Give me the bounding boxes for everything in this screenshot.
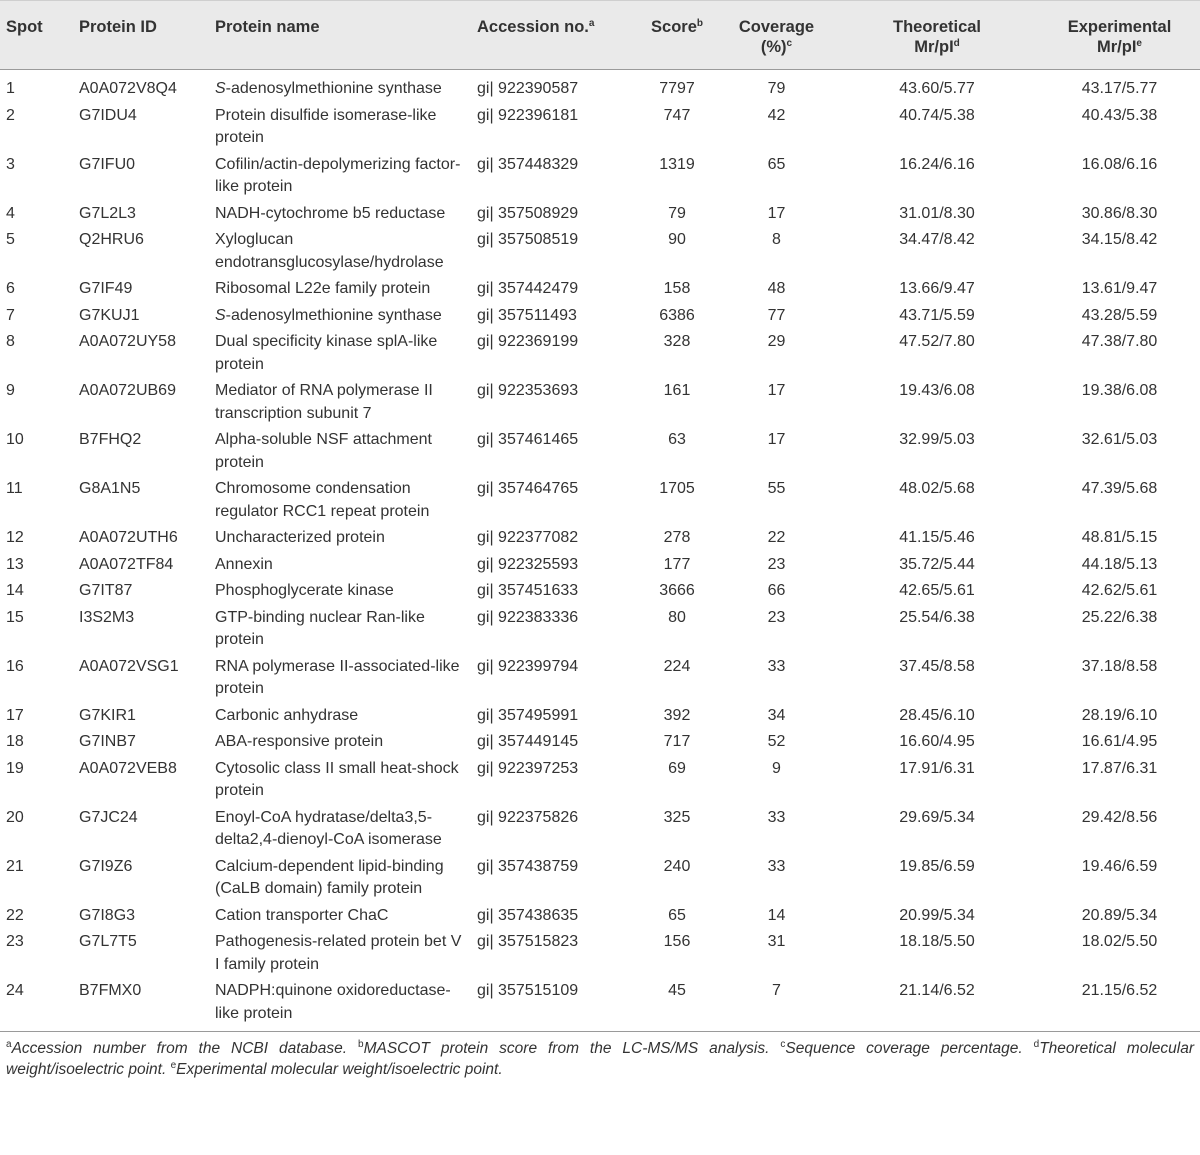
cell-theoretical: 19.85/6.59	[899, 857, 975, 875]
cell-accession: gi| 357508929	[477, 204, 579, 222]
table-row	[0, 805, 1200, 854]
cell-protein-name: RNA polymerase II-associated-like protein	[215, 657, 460, 697]
cell-coverage: 66	[767, 582, 786, 599]
cell-experimental: 17.87/6.31	[1081, 759, 1158, 777]
table-row	[0, 525, 1200, 552]
cell-coverage: 48	[767, 280, 786, 297]
cell-accession: gi| 922397253	[477, 759, 579, 777]
cell-accession: gi| 357461465	[477, 431, 579, 448]
cell-protein-name: NADH-cytochrome b5 reductase	[215, 204, 446, 222]
cell-coverage: 79	[767, 80, 786, 97]
cell-experimental: 13.61/9.47	[1081, 280, 1158, 297]
cell-protein-id: G7L2L3	[79, 204, 136, 222]
cell-spot: 5	[6, 231, 15, 248]
cell-experimental: 43.28/5.59	[1081, 306, 1158, 324]
cell-experimental: 37.18/8.58	[1081, 657, 1158, 675]
cell-theoretical: 16.60/4.95	[899, 733, 975, 750]
cell-spot: 4	[6, 204, 15, 222]
cell-theoretical: 47.52/7.80	[899, 333, 975, 350]
cell-protein-name: Chromosome condensation regulator RCC1 repeat protein	[215, 480, 430, 520]
cell-accession: gi| 357448329	[477, 155, 579, 173]
cell-spot: 9	[6, 382, 15, 399]
cell-accession: gi| 357438759	[477, 857, 579, 875]
table-row	[0, 378, 1200, 427]
cell-score: 69	[668, 759, 686, 777]
cell-spot: 21	[6, 857, 24, 875]
cell-experimental: 21.15/6.52	[1081, 982, 1158, 999]
cell-spot: 18	[6, 733, 24, 750]
header-score: Score$^b$	[651, 18, 703, 36]
cell-experimental: 18.02/5.50	[1081, 933, 1158, 950]
footnote-text: Theoretical molecular weight/isoelectric point.	[6, 1040, 1194, 1078]
cell-experimental: 40.43/5.38	[1081, 106, 1158, 124]
cell-protein-name: Calcium-dependent lipid-binding (CaLB domain) family protein	[215, 857, 444, 897]
cell-protein-id: G7IDU4	[79, 106, 137, 124]
cell-protein-name: Cation transporter ChaC	[215, 906, 389, 924]
footnote-text: Sequence coverage percentage.	[785, 1040, 1023, 1057]
cell-spot: 11	[6, 480, 23, 497]
cell-theoretical: 34.47/8.42	[899, 231, 975, 248]
cell-coverage: 23	[767, 555, 786, 573]
cell-protein-name: S-adenosylmethionine synthase	[215, 306, 442, 324]
cell-experimental: 44.18/5.13	[1081, 555, 1158, 573]
table-row	[0, 201, 1200, 228]
cell-coverage: 22	[767, 529, 786, 546]
cell-theoretical: 17.91/6.31	[899, 759, 975, 777]
cell-score: 156	[663, 933, 691, 950]
cell-protein-name: ABA-responsive protein	[215, 733, 384, 750]
cell-spot: 23	[6, 933, 24, 950]
cell-coverage: 23	[767, 608, 786, 626]
cell-coverage: 33	[767, 657, 786, 675]
cell-coverage: 77	[767, 306, 786, 324]
cell-coverage: 52	[767, 733, 786, 750]
cell-coverage: 17	[767, 204, 786, 222]
cell-experimental: 25.22/6.38	[1081, 608, 1158, 626]
cell-protein-name: Protein disulfide isomerase-like protein	[215, 106, 437, 146]
table-row	[0, 227, 1200, 276]
cell-spot: 22	[6, 906, 24, 924]
cell-score: 278	[663, 529, 691, 546]
cell-spot: 8	[6, 333, 15, 350]
cell-protein-name: Alpha-soluble NSF attachment protein	[215, 431, 432, 471]
cell-theoretical: 41.15/5.46	[899, 529, 975, 546]
cell-score: 177	[663, 555, 691, 573]
cell-coverage: 33	[767, 808, 786, 826]
cell-accession: gi| 357438635	[477, 906, 579, 924]
cell-accession: gi| 357495991	[477, 706, 579, 724]
cell-experimental: 32.61/5.03	[1081, 431, 1158, 448]
cell-theoretical: 28.45/6.10	[899, 706, 975, 724]
cell-accession: gi| 357451633	[477, 582, 579, 599]
cell-score: 328	[663, 333, 691, 350]
cell-spot: 19	[6, 759, 24, 777]
cell-protein-id: G7KUJ1	[79, 306, 140, 324]
cell-spot: 7	[6, 306, 15, 324]
cell-protein-id: A0A072VEB8	[79, 759, 177, 777]
cell-spot: 15	[6, 608, 24, 626]
header-experimental: Experimental $Mr/pI^e$	[1067, 18, 1172, 56]
cell-protein-id: A0A072VSG1	[79, 657, 179, 675]
cell-experimental: 47.38/7.80	[1081, 333, 1158, 350]
cell-experimental: 47.39/5.68	[1081, 480, 1158, 497]
cell-accession: gi| 922325593	[477, 555, 579, 573]
cell-spot: 12	[6, 529, 24, 546]
cell-experimental: 19.46/6.59	[1081, 857, 1158, 875]
cell-accession: gi| 357464765	[477, 480, 579, 497]
footnote-marker: b	[358, 1039, 364, 1050]
cell-theoretical: 43.60/5.77	[899, 80, 975, 97]
cell-coverage: 42	[767, 106, 786, 124]
cell-coverage: 17	[767, 382, 786, 399]
header-coverage: Coverage (%)$^c$	[738, 18, 815, 56]
cell-coverage: 17	[767, 431, 786, 448]
cell-coverage: 9	[772, 759, 781, 777]
cell-coverage: 7	[772, 982, 781, 999]
cell-spot: 3	[6, 155, 15, 173]
cell-accession: gi| 922390587	[477, 80, 579, 97]
cell-protein-id: A0A072V8Q4	[79, 80, 177, 97]
cell-protein-id: G7INB7	[79, 733, 136, 750]
cell-score: 1705	[659, 480, 695, 497]
table-row	[0, 152, 1200, 201]
header-protein-name: Protein name	[215, 18, 320, 36]
table-row	[0, 903, 1200, 930]
cell-protein-id: G7I9Z6	[79, 857, 133, 875]
cell-score: 80	[668, 608, 686, 626]
table-row	[0, 303, 1200, 330]
cell-protein-id: B7FHQ2	[79, 431, 142, 448]
cell-protein-name: Cytosolic class II small heat-shock protein	[215, 759, 459, 799]
cell-experimental: 29.42/8.56	[1081, 808, 1158, 826]
cell-score: 240	[663, 857, 691, 875]
cell-experimental: 20.89/5.34	[1081, 906, 1158, 924]
cell-protein-name: Annexin	[215, 555, 273, 573]
cell-protein-id: G7L7T5	[79, 933, 137, 950]
cell-protein-name: Uncharacterized protein	[215, 529, 385, 546]
table-row	[0, 103, 1200, 152]
cell-theoretical: 43.71/5.59	[899, 306, 975, 324]
cell-protein-name: Cofilin/actin-depolymerizing factor-like protein	[215, 155, 461, 195]
cell-experimental: 34.15/8.42	[1081, 231, 1158, 248]
cell-spot: 2	[6, 106, 15, 124]
cell-theoretical: 18.18/5.50	[899, 933, 975, 950]
cell-spot: 24	[6, 982, 24, 999]
header-spot: Spot	[6, 18, 43, 36]
cell-coverage: 31	[767, 933, 786, 950]
cell-score: 90	[668, 231, 686, 248]
cell-accession: gi| 922396181	[477, 106, 579, 124]
cell-spot: 14	[6, 582, 24, 599]
table-row	[0, 929, 1200, 978]
table-row	[0, 476, 1200, 525]
cell-spot: 20	[6, 808, 24, 826]
cell-score: 161	[663, 382, 691, 399]
cell-protein-name: Dual specificity kinase splA-like protein	[215, 333, 438, 373]
footnote-marker: c	[780, 1039, 786, 1050]
cell-protein-id: A0A072UY58	[79, 333, 176, 350]
table-row	[0, 729, 1200, 756]
table-header-row	[0, 1, 1200, 70]
cell-score: 392	[663, 706, 691, 724]
cell-protein-name: S-adenosylmethionine synthase	[215, 80, 442, 97]
cell-score: 325	[663, 808, 691, 826]
cell-score: 65	[668, 906, 686, 924]
table-row	[0, 756, 1200, 805]
cell-theoretical: 42.65/5.61	[899, 582, 975, 599]
cell-accession: gi| 922383336	[477, 608, 579, 626]
cell-accession: gi| 357449145	[477, 733, 579, 750]
table-row	[0, 552, 1200, 579]
cell-theoretical: 19.43/6.08	[899, 382, 975, 399]
header-theoretical: Theoretical $Mr/pI^d$	[892, 18, 982, 56]
cell-accession: gi| 357515109	[477, 982, 579, 999]
table-row	[0, 329, 1200, 378]
footnote-text: MASCOT protein score from the LC-MS/MS analysis.	[363, 1040, 770, 1057]
cell-protein-name: Xyloglucan endotransglucosylase/hydrolase	[215, 231, 444, 271]
cell-accession: gi| 922353693	[477, 382, 579, 399]
cell-protein-name: NADPH:quinone oxidoreductase-like protein	[215, 982, 451, 1022]
cell-theoretical: 16.24/6.16	[899, 155, 975, 173]
table-row	[0, 854, 1200, 903]
cell-coverage: 34	[767, 706, 786, 724]
cell-protein-id: G7IT87	[79, 582, 133, 599]
cell-protein-id: A0A072UB69	[79, 382, 176, 399]
cell-theoretical: 48.02/5.68	[899, 480, 975, 497]
cell-spot: 13	[6, 555, 24, 573]
cell-protein-name: Enoyl-CoA hydratase/delta3,5-delta2,4-dienoyl-CoA isomerase	[215, 808, 442, 848]
cell-accession: gi| 357515823	[477, 933, 579, 950]
cell-score: 224	[663, 657, 691, 675]
cell-theoretical: 29.69/5.34	[899, 808, 975, 826]
header-protein-id: Protein ID	[79, 18, 157, 36]
cell-protein-id: G7IFU0	[79, 155, 136, 173]
cell-accession: gi| 922377082	[477, 529, 579, 546]
cell-score: 717	[663, 733, 691, 750]
footnote-text: Accession number from the NCBI database.	[11, 1040, 348, 1057]
cell-protein-id: B7FMX0	[79, 982, 142, 999]
cell-protein-name: Ribosomal L22e family protein	[215, 280, 431, 297]
header-accession: Accession no.$^a$	[477, 18, 595, 36]
cell-accession: gi| 357511493	[477, 306, 577, 324]
cell-protein-name: GTP-binding nuclear Ran-like protein	[215, 608, 425, 648]
cell-accession: gi| 357508519	[477, 231, 579, 248]
table-row	[0, 978, 1200, 1032]
cell-protein-id: G7IF49	[79, 280, 133, 297]
table-row	[0, 654, 1200, 703]
cell-protein-id: Q2HRU6	[79, 231, 144, 248]
cell-protein-id: G8A1N5	[79, 480, 141, 497]
cell-protein-name: Mediator of RNA polymerase II transcription subunit 7	[215, 382, 433, 422]
cell-accession: gi| 922369199	[477, 333, 579, 350]
cell-spot: 6	[6, 280, 15, 297]
cell-experimental: 43.17/5.77	[1081, 80, 1158, 97]
cell-experimental: 28.19/6.10	[1081, 706, 1158, 724]
cell-score: 3666	[659, 582, 695, 599]
table-row	[0, 70, 1200, 103]
footnote-marker: e	[170, 1060, 177, 1071]
cell-score: 1319	[659, 155, 695, 173]
cell-protein-id: G7JC24	[79, 808, 138, 826]
cell-protein-name: Phosphoglycerate kinase	[215, 582, 394, 599]
cell-theoretical: 20.99/5.34	[899, 906, 975, 924]
cell-accession: gi| 357442479	[477, 280, 579, 297]
cell-experimental: 16.61/4.95	[1081, 733, 1158, 750]
cell-protein-id: G7KIR1	[79, 706, 136, 724]
cell-coverage: 55	[767, 480, 786, 497]
table-row	[0, 605, 1200, 654]
cell-spot: 17	[6, 706, 24, 724]
cell-score: 45	[668, 982, 686, 999]
cell-accession: gi| 922399794	[477, 657, 579, 675]
cell-protein-name: Pathogenesis-related protein bet V I family protein	[215, 933, 462, 973]
cell-coverage: 33	[767, 857, 786, 875]
table-row	[0, 703, 1200, 730]
cell-protein-name: Carbonic anhydrase	[215, 706, 359, 724]
cell-theoretical: 40.74/5.38	[899, 106, 975, 124]
cell-experimental: 30.86/8.30	[1081, 204, 1158, 222]
cell-theoretical: 31.01/8.30	[899, 204, 975, 222]
footnote-marker: a	[6, 1039, 12, 1050]
cell-protein-id: I3S2M3	[79, 608, 135, 626]
table-row	[0, 427, 1200, 476]
cell-theoretical: 32.99/5.03	[899, 431, 975, 448]
cell-coverage: 65	[767, 155, 786, 173]
cell-experimental: 42.62/5.61	[1081, 582, 1158, 599]
table-row	[0, 578, 1200, 605]
cell-experimental: 16.08/6.16	[1081, 155, 1158, 173]
cell-coverage: 8	[772, 231, 781, 248]
cell-theoretical: 13.66/9.47	[899, 280, 975, 297]
cell-score: 158	[663, 280, 691, 297]
cell-spot: 1	[6, 80, 15, 97]
cell-protein-id: A0A072TF84	[79, 555, 174, 573]
footnote-marker: d	[1033, 1039, 1040, 1050]
cell-accession: gi| 922375826	[477, 808, 579, 826]
cell-protein-id: A0A072UTH6	[79, 529, 178, 546]
cell-score: 63	[668, 431, 686, 448]
cell-score: 79	[668, 204, 686, 222]
cell-score: 7797	[659, 80, 695, 97]
cell-theoretical: 25.54/6.38	[899, 608, 975, 626]
cell-experimental: 48.81/5.15	[1081, 529, 1158, 546]
cell-coverage: 29	[767, 333, 786, 350]
footnote-text: Experimental molecular weight/isoelectric point.	[176, 1061, 503, 1078]
cell-theoretical: 37.45/8.58	[899, 657, 975, 675]
cell-experimental: 19.38/6.08	[1081, 382, 1158, 399]
cell-spot: 10	[6, 431, 24, 448]
cell-spot: 16	[6, 657, 24, 675]
cell-score: 747	[663, 106, 691, 124]
cell-theoretical: 21.14/6.52	[899, 982, 975, 999]
table-footnotes	[0, 1032, 1200, 1080]
table-row	[0, 276, 1200, 303]
cell-theoretical: 35.72/5.44	[899, 555, 975, 573]
cell-coverage: 14	[767, 906, 786, 924]
cell-score: 6386	[659, 306, 695, 324]
cell-protein-id: G7I8G3	[79, 906, 136, 924]
